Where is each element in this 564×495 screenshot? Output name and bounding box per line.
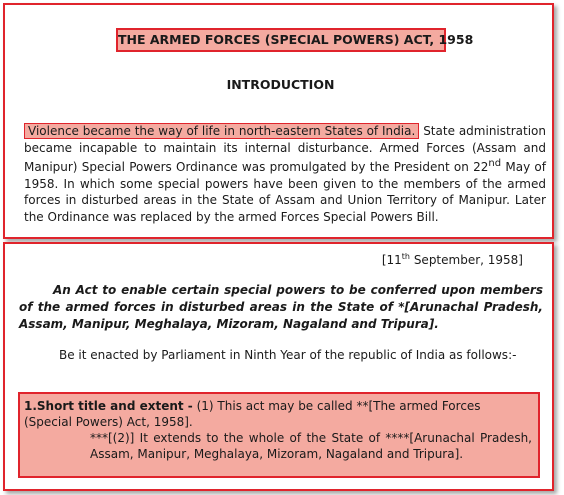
enacting-clause: Be it enacted by Parliament in Ninth Year of the republic of India as follows:- [59,348,517,362]
act-preamble: An Act to enable certain special powers to be conferred upon members of the armed forces in disturbed areas in the State of *[Arunachal Pradesh, Assam, Manipur, Meghalaya, Mizoram, Nagaland and Tripura]. [19,283,543,331]
paragraph-text-part2: May of 1958. In which some special powers have been given to the members of the armed forces in disturbed areas in the State of Assam and Union Territory of Manipur. Later the Ordinance was replaced by the armed Forces Special Powers Bill. [24,160,546,224]
paragraph-text-part1: State administration became incapable to maintain its internal disturbance. Armed Forces (Assam and Manipur) Special Powers Ordinance was promulgated by the President on 22 [24,124,546,174]
highlighted-sentence: Violence became the way of life in north-eastern States of India. [24,123,419,139]
date-open: [11 [381,253,402,267]
introduction-heading: INTRODUCTION [226,77,335,92]
section-1-clause-1-text: (1) This act may be called **[The armed Forces (Special Powers) Act, 1958]. [24,399,481,429]
section-1-heading: 1.Short title and extent - [24,399,193,413]
enactment-date [382,253,523,267]
date-rest: September, 1958] [410,253,523,267]
date-superscript: th [401,252,410,261]
act-text-panel [3,242,554,491]
section-1-clause-1 [24,398,532,430]
date-ordinal-superscript: nd [488,158,502,169]
section-1-clause-2: ***[(2)] It extends to the whole of the State of ****[Arunachal Pradesh, Assam, Manipur, Meghalaya, Mizoram, Nagaland and Tripura]. [90,431,532,461]
section-1-box [18,392,540,478]
introduction-paragraph [24,123,546,225]
introduction-panel [3,3,554,239]
act-title: THE ARMED FORCES (SPECIAL POWERS) ACT, 1958 [116,28,446,52]
